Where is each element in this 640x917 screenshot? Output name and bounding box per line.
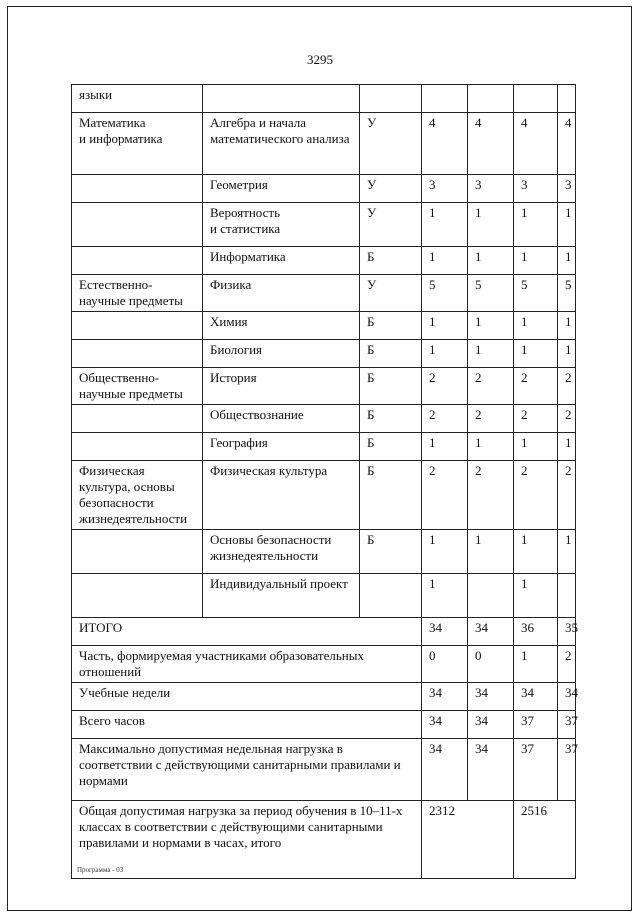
area-cell [72, 574, 203, 618]
area-cell: Общественно-научные предметы [72, 368, 203, 405]
table-row [72, 433, 576, 461]
hours-cell: 34 [514, 683, 558, 711]
hours-cell: 1 [468, 247, 514, 275]
hours-cell: 1 [514, 203, 558, 247]
table-row [72, 275, 576, 312]
area-cell [72, 312, 203, 340]
total-load-label: Общая допустимая нагрузка за период обучения в 10–11-х классах в соответствии с действующими санитарными правилами и нормами в часах, итого [72, 801, 422, 879]
hours-cell: 34 [558, 683, 576, 711]
hours-cell: 1 [422, 340, 468, 368]
summary-label: Часть, формируемая участниками образовательных отношений [72, 646, 422, 683]
level-cell: У [360, 113, 422, 175]
subject-cell: География [203, 433, 360, 461]
hours-cell: 3 [468, 175, 514, 203]
hours-cell: 35 [558, 618, 576, 646]
hours-cell: 34 [422, 618, 468, 646]
subject-cell: Обществознание [203, 405, 360, 433]
hours-cell [558, 574, 576, 618]
curriculum-table [71, 84, 576, 879]
hours-cell: 1 [468, 530, 514, 574]
hours-cell: 2 [468, 461, 514, 530]
hours-cell: 1 [558, 247, 576, 275]
hours-cell: 2 [422, 405, 468, 433]
hours-cell: 36 [514, 618, 558, 646]
footer-text: Программа - 03 [77, 866, 124, 874]
hours-cell: 1 [422, 433, 468, 461]
hours-cell: 1 [422, 203, 468, 247]
area-cell [72, 175, 203, 203]
summary-row [72, 739, 576, 801]
hours-cell: 2 [558, 368, 576, 405]
level-cell: Б [360, 405, 422, 433]
level-cell [360, 85, 422, 113]
hours-cell: 1 [422, 312, 468, 340]
table-row [72, 203, 576, 247]
hours-cell: 1 [558, 530, 576, 574]
summary-row [72, 646, 576, 683]
level-cell: Б [360, 340, 422, 368]
hours-cell: 2 [514, 368, 558, 405]
table-row [72, 340, 576, 368]
hours-cell: 1 [422, 247, 468, 275]
hours-cell: 2 [422, 368, 468, 405]
hours-cell: 37 [558, 739, 576, 801]
subject-cell: Основы безопасности жизнедеятельности [203, 530, 360, 574]
table-row [72, 85, 576, 113]
area-cell [72, 433, 203, 461]
hours-cell: 5 [422, 275, 468, 312]
summary-row [72, 618, 576, 646]
hours-cell: 1 [422, 530, 468, 574]
hours-cell: 4 [558, 113, 576, 175]
table-row [72, 312, 576, 340]
hours-cell: 2 [468, 405, 514, 433]
level-cell: Б [360, 312, 422, 340]
hours-cell: 1 [514, 433, 558, 461]
hours-cell: 1 [558, 340, 576, 368]
subject-cell: Информатика [203, 247, 360, 275]
subject-cell: Физика [203, 275, 360, 312]
hours-cell: 34 [422, 739, 468, 801]
hours-cell [558, 85, 576, 113]
hours-cell: 1 [558, 433, 576, 461]
table-row [72, 461, 576, 530]
summary-label: Всего часов [72, 711, 422, 739]
summary-row [72, 711, 576, 739]
hours-cell: 2 [422, 461, 468, 530]
hours-cell: 37 [514, 739, 558, 801]
hours-cell: 0 [422, 646, 468, 683]
hours-cell: 1 [514, 247, 558, 275]
hours-cell: 1 [422, 574, 468, 618]
hours-cell: 1 [514, 340, 558, 368]
hours-cell [514, 85, 558, 113]
level-cell: Б [360, 461, 422, 530]
subject-cell: Биология [203, 340, 360, 368]
hours-cell: 34 [422, 711, 468, 739]
hours-cell: 2 [468, 368, 514, 405]
table-row [72, 247, 576, 275]
hours-cell: 3 [422, 175, 468, 203]
level-cell: Б [360, 530, 422, 574]
subject-cell: Алгебра и начала математического анализа [203, 113, 360, 175]
hours-cell: 1 [514, 530, 558, 574]
hours-cell: 34 [468, 683, 514, 711]
hours-cell: 34 [422, 683, 468, 711]
hours-cell: 2 [514, 405, 558, 433]
hours-cell: 3 [514, 175, 558, 203]
subject-cell: Вероятность и статистика [203, 203, 360, 247]
hours-cell: 1 [468, 312, 514, 340]
table-row [72, 175, 576, 203]
hours-cell: 1 [514, 574, 558, 618]
table-row [72, 574, 576, 618]
table-body [72, 85, 576, 879]
level-cell: У [360, 275, 422, 312]
hours-cell: 4 [468, 113, 514, 175]
area-cell [72, 203, 203, 247]
table-row [72, 405, 576, 433]
hours-cell: 1 [558, 312, 576, 340]
hours-cell: 1 [514, 646, 558, 683]
table-row [72, 113, 576, 175]
hours-cell: 1 [468, 203, 514, 247]
area-cell [72, 530, 203, 574]
area-cell: Естественно-научные предметы [72, 275, 203, 312]
area-cell: Физическая культура, основы безопасности жизнедеятельности [72, 461, 203, 530]
hours-cell: 1 [558, 203, 576, 247]
level-cell: Б [360, 433, 422, 461]
hours-cell: 2 [558, 405, 576, 433]
level-cell: У [360, 175, 422, 203]
subject-cell [203, 85, 360, 113]
page-number: 3295 [307, 52, 333, 67]
level-cell: У [360, 203, 422, 247]
level-cell: Б [360, 368, 422, 405]
table-row [72, 530, 576, 574]
hours-cell: 34 [468, 711, 514, 739]
hours-cell [468, 574, 514, 618]
hours-cell: 5 [468, 275, 514, 312]
subject-cell: Геометрия [203, 175, 360, 203]
area-cell [72, 405, 203, 433]
summary-row [72, 683, 576, 711]
level-cell [360, 574, 422, 618]
subject-cell: История [203, 368, 360, 405]
total-load-row [72, 801, 576, 879]
table-row [72, 368, 576, 405]
hours-cell: 37 [558, 711, 576, 739]
subject-cell: Физическая культура [203, 461, 360, 530]
area-cell [72, 340, 203, 368]
hours-cell [468, 85, 514, 113]
level-cell: Б [360, 247, 422, 275]
hours-cell: 4 [422, 113, 468, 175]
hours-cell: 37 [514, 711, 558, 739]
total-load-grade11: 2516 [514, 801, 576, 879]
subject-cell: Индивидуальный проект [203, 574, 360, 618]
hours-cell: 1 [468, 433, 514, 461]
area-cell [72, 247, 203, 275]
hours-cell: 2 [514, 461, 558, 530]
total-load-grade10: 2312 [422, 801, 514, 879]
hours-cell: 1 [514, 312, 558, 340]
hours-cell: 34 [468, 618, 514, 646]
hours-cell: 1 [468, 340, 514, 368]
hours-cell: 5 [558, 275, 576, 312]
hours-cell: 34 [468, 739, 514, 801]
hours-cell: 5 [514, 275, 558, 312]
hours-cell: 4 [514, 113, 558, 175]
hours-cell [422, 85, 468, 113]
area-cell: языки [72, 85, 203, 113]
hours-cell: 2 [558, 646, 576, 683]
hours-cell: 3 [558, 175, 576, 203]
hours-cell: 2 [558, 461, 576, 530]
area-cell: Математика и информатика [72, 113, 203, 175]
subject-cell: Химия [203, 312, 360, 340]
summary-label: Учебные недели [72, 683, 422, 711]
summary-label: Максимально допустимая недельная нагрузка в соответствии с действующими санитарными правилами и нормами [72, 739, 422, 801]
hours-cell: 0 [468, 646, 514, 683]
summary-label: ИТОГО [72, 618, 422, 646]
